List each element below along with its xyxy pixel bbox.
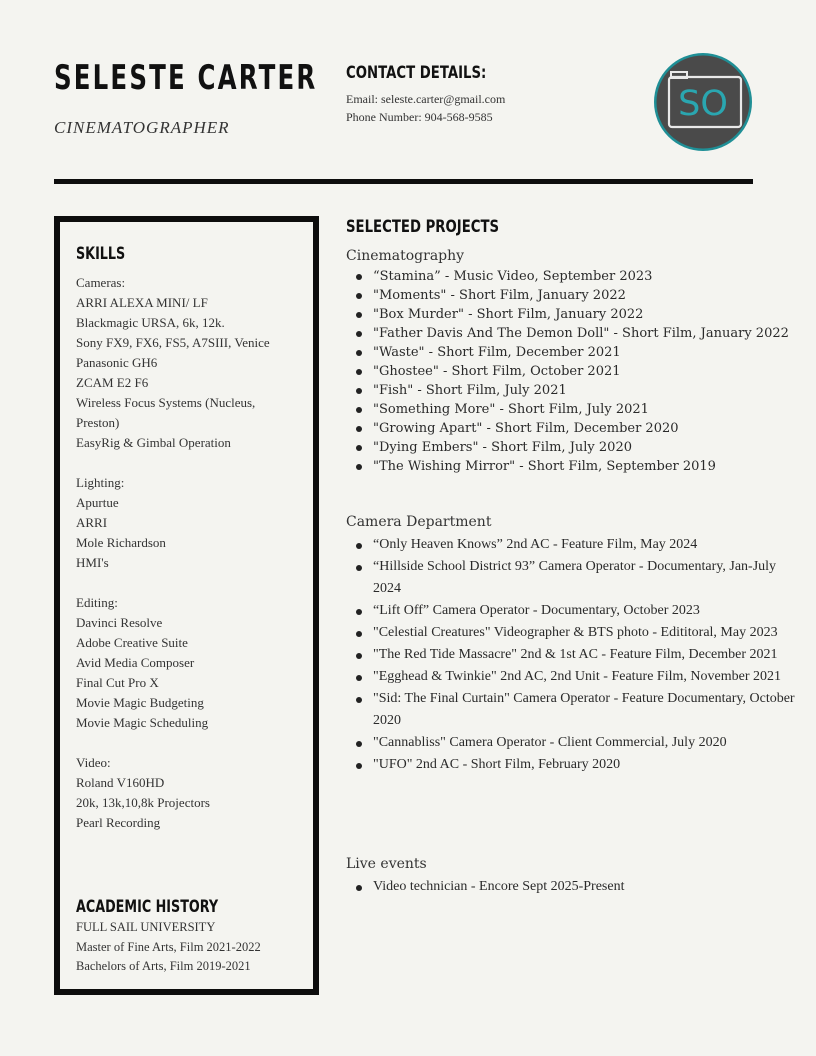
project-item: "UFO" 2nd AC - Short Film, February 2020: [346, 754, 796, 776]
skill-line: EasyRig & Gimbal Operation: [76, 435, 231, 450]
project-item: "Ghostee" - Short Film, October 2021: [346, 362, 796, 381]
skills-list: [76, 273, 291, 833]
academic-line: Bachelors of Arts, Film 2019-2021: [76, 959, 251, 973]
skill-line: Lighting:: [76, 475, 125, 490]
project-item: "Sid: The Final Curtain" Camera Operator - Feature Documentary, October 2020: [346, 688, 796, 732]
skill-line: Cameras:: [76, 275, 126, 290]
skill-line: Adobe Creative Suite: [76, 635, 188, 650]
project-item: “Hillside School District 93” Camera Operator - Documentary, Jan-July 2024: [346, 556, 796, 600]
camera-department-list: [346, 534, 796, 776]
contact-heading: CONTACT DETAILS:: [346, 63, 487, 83]
academic-heading: ACADEMIC HISTORY: [76, 897, 219, 917]
skill-line: ZCAM E2 F6: [76, 375, 149, 390]
project-item: "Moments" - Short Film, January 2022: [346, 286, 796, 305]
project-item: "Box Murder" - Short Film, January 2022: [346, 305, 796, 324]
skill-line: Avid Media Composer: [76, 655, 195, 670]
academic-line: Master of Fine Arts, Film 2021-2022: [76, 939, 261, 954]
contact-phone[interactable]: Phone Number: 904-568-9585: [346, 110, 493, 124]
project-item: Video technician - Encore Sept 2025-Present: [346, 876, 796, 898]
skill-line: Roland V160HD: [76, 775, 165, 790]
project-item: “Stamina” - Music Video, September 2023: [346, 267, 796, 286]
skill-line: [76, 733, 291, 753]
skill-line: Panasonic GH6: [76, 355, 158, 370]
cinematography-title: Cinematography: [346, 248, 465, 264]
project-item: "Cannabliss" Camera Operator - Client Commercial, July 2020: [346, 732, 796, 754]
skill-line: Blackmagic URSA, 6k, 12k.: [76, 315, 225, 330]
job-title: CINEMATOGRAPHER: [54, 118, 230, 137]
skill-line: Apurtue: [76, 495, 119, 510]
skill-line: HMI's: [76, 555, 109, 570]
applicant-name: SELESTE CARTER: [54, 58, 318, 98]
project-item: "Celestial Creatures" Videographer & BTS photo - Edititoral, May 2023: [346, 622, 796, 644]
skill-line: Final Cut Pro X: [76, 675, 159, 690]
camera-icon: [653, 52, 753, 152]
project-item: "The Wishing Mirror" - Short Film, September 2019: [346, 457, 796, 476]
skill-line: ARRI: [76, 515, 108, 530]
project-item: "Waste" - Short Film, December 2021: [346, 343, 796, 362]
project-item: "The Red Tide Massacre" 2nd & 1st AC - Feature Film, December 2021: [346, 644, 796, 666]
skill-line: Sony FX9, FX6, FS5, A7SIII, Venice: [76, 335, 270, 350]
skill-line: Editing:: [76, 595, 118, 610]
live-events-list: [346, 876, 796, 898]
cinematography-list: [346, 267, 796, 476]
skill-line: Mole Richardson: [76, 535, 166, 550]
project-item: “Lift Off” Camera Operator - Documentary, October 2023: [346, 600, 796, 622]
skill-line: [76, 573, 291, 593]
projects-heading: SELECTED PROJECTS: [346, 217, 500, 237]
camera-department-title: Camera Department: [346, 514, 492, 530]
skill-line: 20k, 13k,10,8k Projectors: [76, 795, 210, 810]
project-item: "Fish" - Short Film, July 2021: [346, 381, 796, 400]
live-events-title: Live events: [346, 856, 427, 872]
skill-line: Movie Magic Scheduling: [76, 715, 209, 730]
project-item: "Father Davis And The Demon Doll" - Short Film, January 2022: [346, 324, 796, 343]
contact-email[interactable]: Email: seleste.carter@gmail.com: [346, 92, 506, 106]
skill-line: Pearl Recording: [76, 815, 161, 830]
project-item: "Growing Apart" - Short Film, December 2020: [346, 419, 796, 438]
skill-line: [76, 453, 291, 473]
project-item: "Egghead & Twinkie" 2nd AC, 2nd Unit - Feature Film, November 2021: [346, 666, 796, 688]
skill-line: Wireless Focus Systems (Nucleus,: [76, 395, 256, 410]
project-item: “Only Heaven Knows” 2nd AC - Feature Film, May 2024: [346, 534, 796, 556]
academic-list: [76, 918, 301, 977]
project-item: "Dying Embers" - Short Film, July 2020: [346, 438, 796, 457]
skill-line: Preston): [76, 415, 120, 430]
skill-line: Movie Magic Budgeting: [76, 695, 204, 710]
header-divider: [54, 179, 753, 184]
logo: [653, 52, 753, 152]
project-item: "Something More" - Short Film, July 2021: [346, 400, 796, 419]
skills-heading: SKILLS: [76, 244, 126, 264]
skill-line: ARRI ALEXA MINI/ LF: [76, 295, 208, 310]
skill-line: Davinci Resolve: [76, 615, 163, 630]
skill-line: Video:: [76, 755, 111, 770]
logo-initials: SO: [678, 84, 728, 124]
academic-line: FULL SAIL UNIVERSITY: [76, 920, 216, 934]
